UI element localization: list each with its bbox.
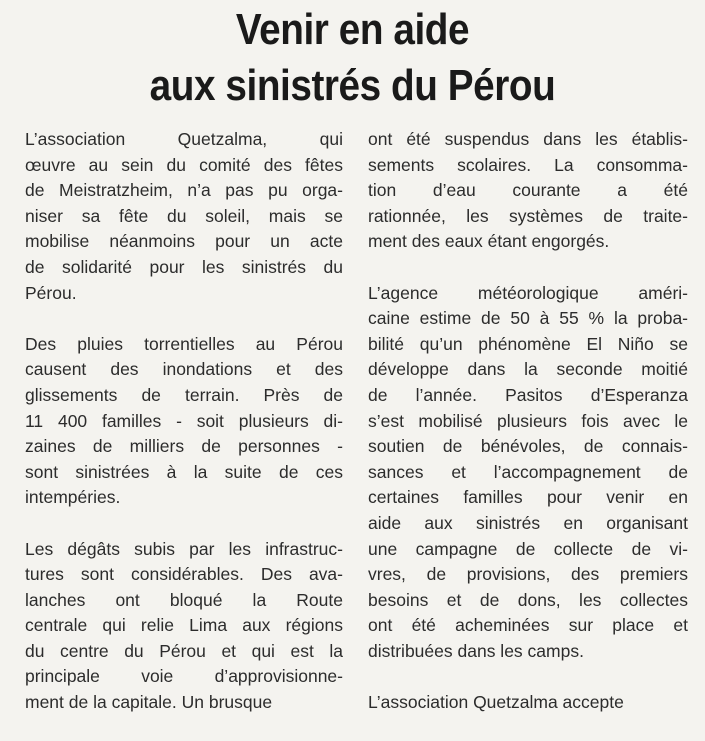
text-line: principale voie d’approvisionne- [25,666,343,687]
article-headline [42,0,662,114]
text-line: soutien de bénévoles, de connais- [368,436,688,457]
text-line: L’association Quetzalma, qui [25,129,343,149]
headline-line-2: aux sinistrés du Pérou [149,61,556,110]
text-line: sements scolaires. La consomma- [368,154,688,175]
right-column [368,127,688,741]
text-line: Des pluies torrentielles au Pérou [25,333,343,354]
text-line: tion d’eau courante a été [368,180,688,201]
text-line: une campagne de collecte de vi- [368,538,688,559]
text-line: distribuées dans les camps. [368,640,584,661]
text-line: ment de la capitale. Un brusque [25,692,273,713]
text-line: lanches ont bloqué la Route [25,589,343,610]
text-line: rationnée, les systèmes de traite- [368,205,688,226]
text-line: mobilise néanmoins pour un acte [25,231,343,252]
paragraph [368,281,688,665]
text-line: du centre du Pérou et qui est la [25,640,343,661]
text-line: Les dégâts subis par les infrastruc- [25,538,343,559]
text-line: vres, de provisions, des premiers [368,564,688,585]
text-line: ment des eaux étant engorgés. [368,231,610,252]
paragraph [25,332,343,511]
text-line: de Meistratzheim, n’a pas pu orga- [25,180,343,201]
paragraph [368,127,688,255]
text-line: intempéries. [25,487,121,508]
text-line: centrale qui relie Lima aux régions [25,615,343,636]
text-line: causent des inondations et des [25,359,343,380]
left-column [25,127,343,741]
text-line: L’agence météorologique améri- [368,282,688,303]
text-line: caine estime de 50 à 55 % la proba- [368,308,688,329]
paragraph [25,127,343,306]
text-line: aide aux sinistrés en organisant [368,512,688,533]
text-line: développe dans la seconde moitié [368,359,688,380]
text-line: besoins et de dons, les collectes [368,589,688,610]
text-line: ont été suspendus dans les établis- [368,129,688,149]
text-line: niser sa fête du soleil, mais se [25,205,343,226]
text-line: 11 400 familles - soit plusieurs di- [25,410,343,431]
text-line: ont été acheminées sur place et [368,615,688,636]
text-line: zaines de milliers de personnes - [25,436,343,457]
paragraph [368,690,688,716]
text-line: s’est mobilisé plusieurs fois avec le [368,410,688,431]
text-line: certaines familles pour venir en [368,487,688,508]
text-line: sont sinistrées à la suite de ces [25,461,343,482]
text-line: Pérou. [25,282,77,303]
headline-line-1: Venir en aide [235,5,470,54]
text-line: de solidarité pour les sinistrés du [25,256,343,277]
text-line: glissements de terrain. Près de [25,384,343,405]
text-line: de l’année. Pasitos d’Esperanza [368,384,688,405]
text-line: sances et l’accompagnement de [368,461,688,482]
text-line: tures sont considérables. Des ava- [25,564,343,585]
text-line: œuvre au sein du comité des fêtes [25,154,343,175]
paragraph [25,537,343,716]
text-line: L’association Quetzalma accepte [368,692,624,713]
text-line: bilité qu’un phénomène El Niño se [368,333,688,354]
